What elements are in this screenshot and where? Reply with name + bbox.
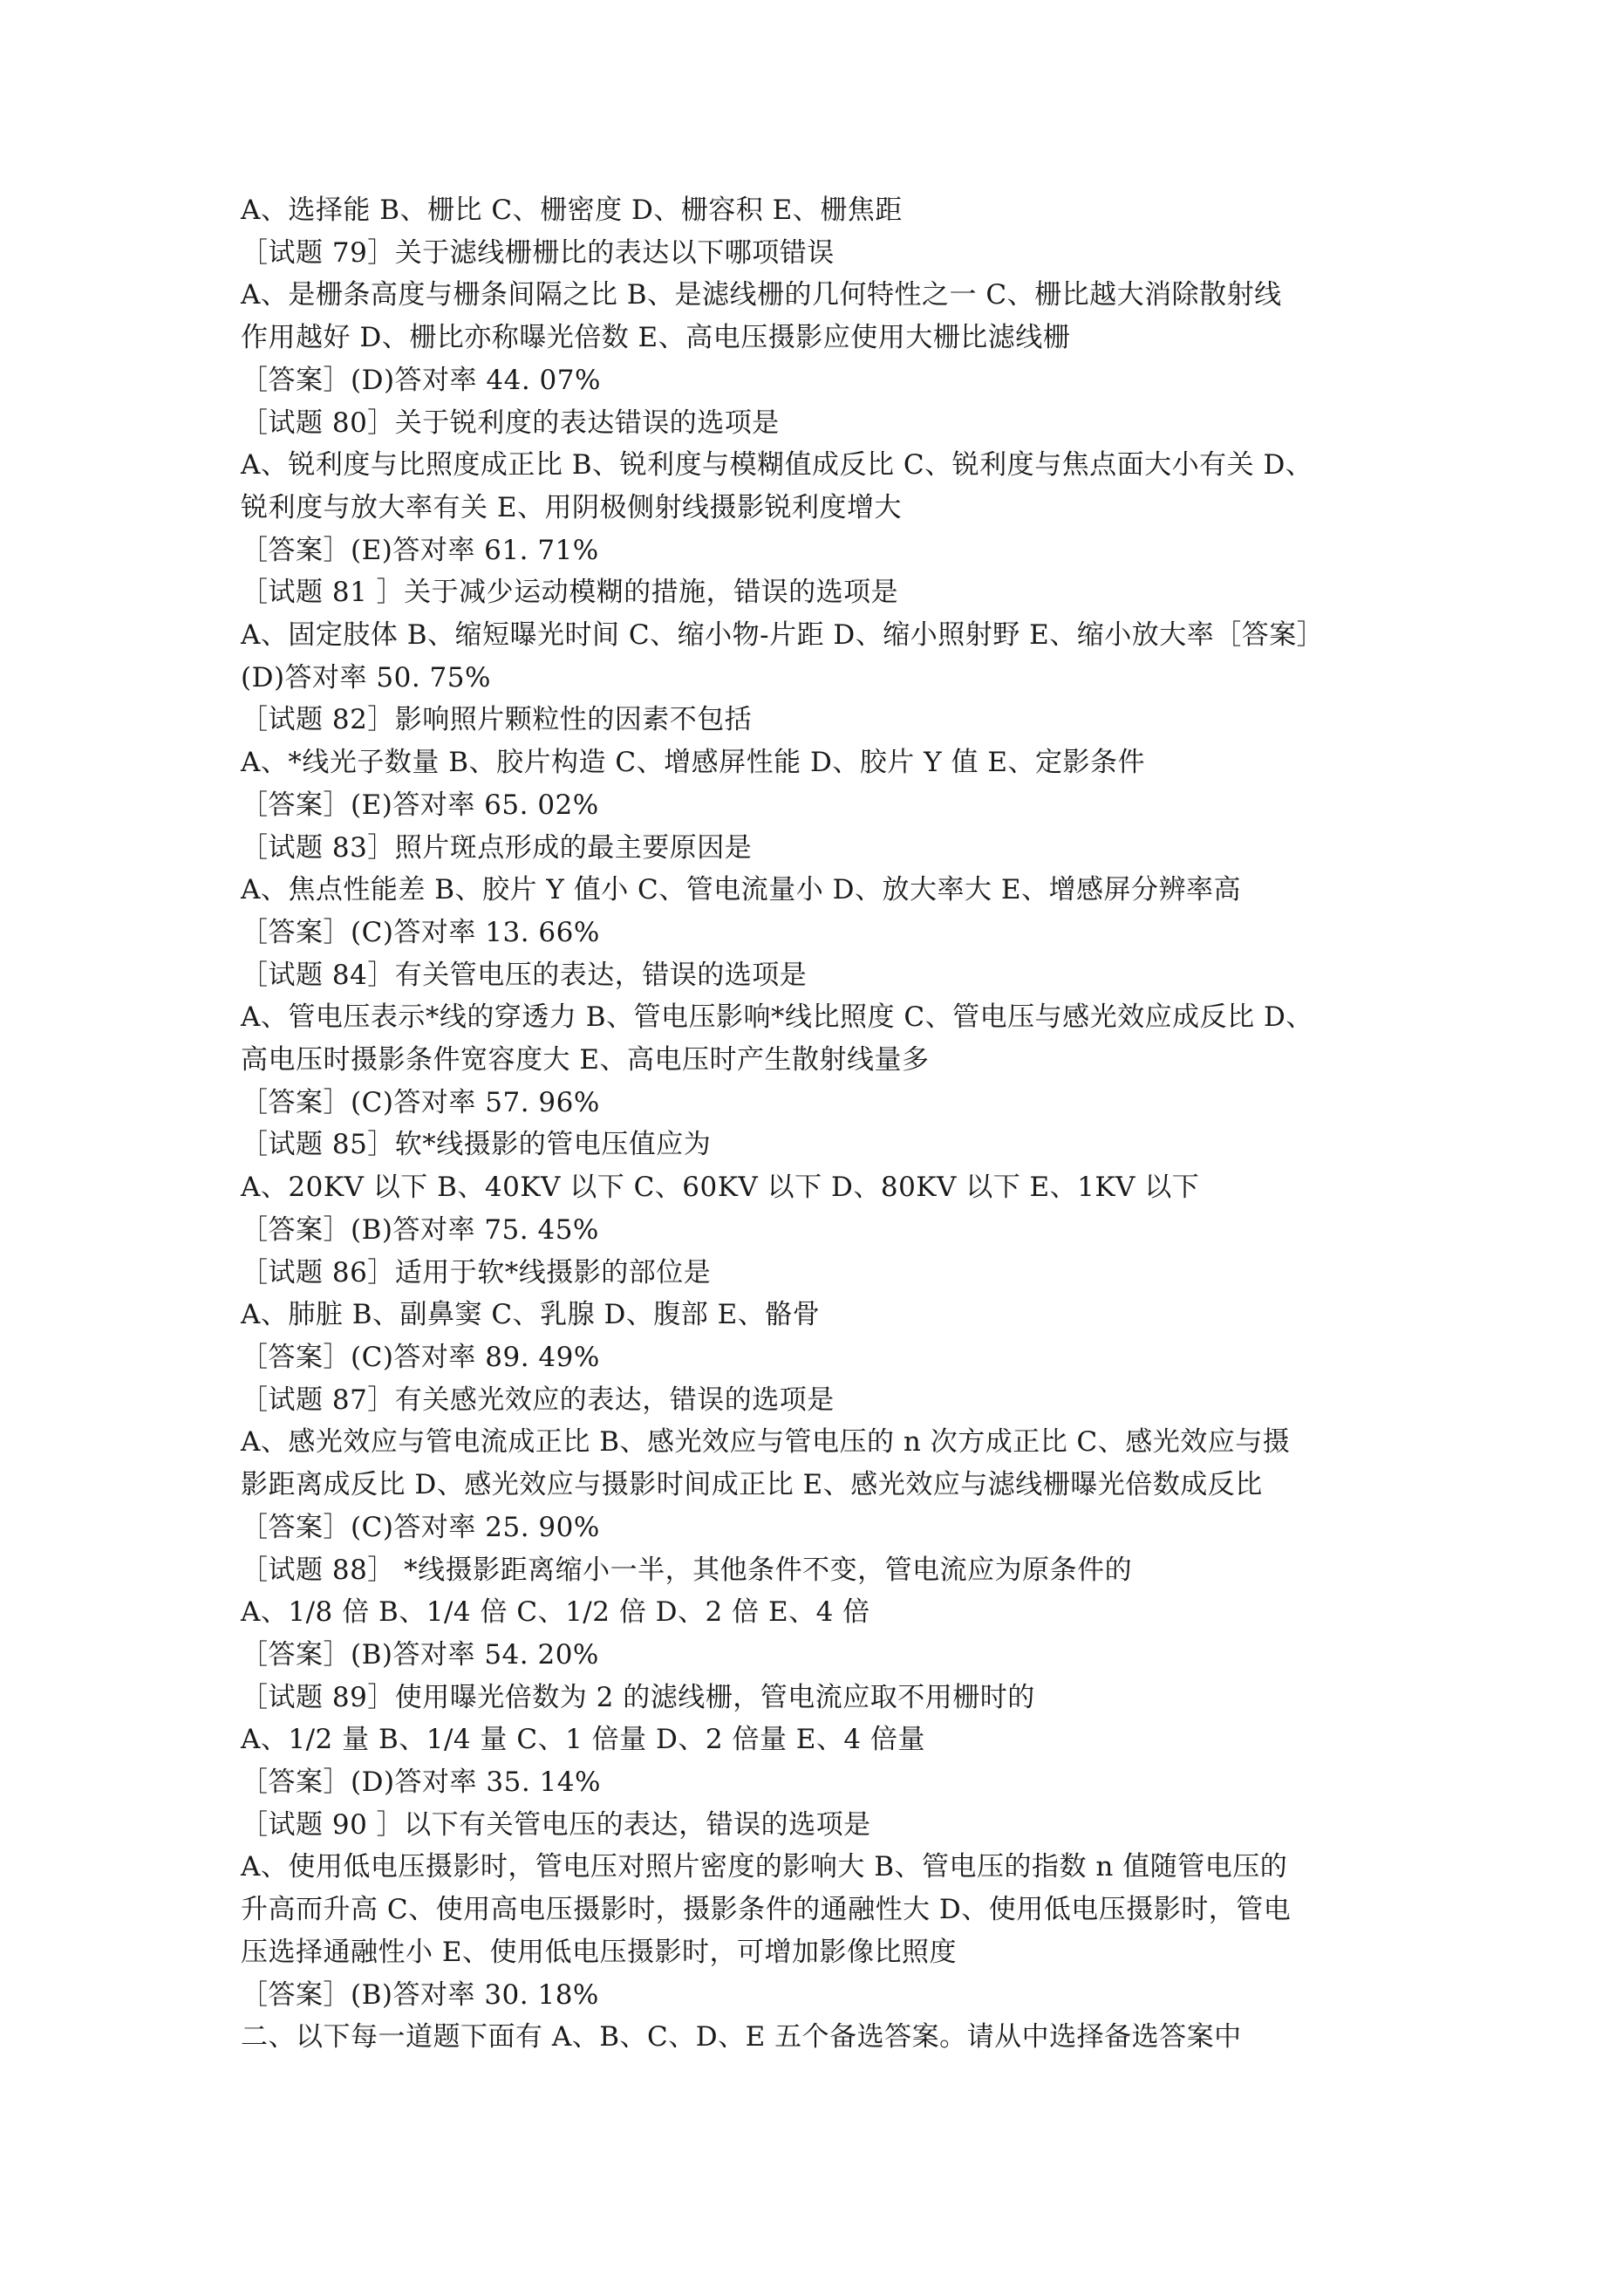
- answer-line: ［答案］(D)答对率 44. 07%: [241, 364, 601, 396]
- question-heading: ［试题 88］ *线摄影距离缩小一半，其他条件不变，管电流应为原条件的: [241, 1554, 1133, 1586]
- question-heading: ［试题 86］适用于软*线摄影的部位是: [241, 1256, 712, 1288]
- option-line: A、使用低电压摄影时，管电压对照片密度的影响大 B、管电压的指数 n 值随管电压的: [241, 1851, 1288, 1883]
- option-line: A、固定肢体 B、缩短曝光时间 C、缩小物-片距 D、缩小照射野 E、缩小放大率［答案］: [241, 619, 1325, 652]
- answer-line: ［答案］(D)答对率 35. 14%: [241, 1766, 601, 1799]
- answer-line: ［答案］(E)答对率 61. 71%: [241, 534, 599, 566]
- question-heading: ［试题 90 ］以下有关管电压的表达，错误的选项是: [241, 1808, 871, 1841]
- answer-line: ［答案］(C)答对率 89. 49%: [241, 1341, 600, 1373]
- option-line: A、管电压表示*线的穿透力 B、管电压影响*线比照度 C、管电压与感光效应成反比 D、: [241, 1001, 1313, 1034]
- option-line: 作用越好 D、栅比亦称曝光倍数 E、高电压摄影应使用大栅比滤线栅: [241, 322, 1071, 354]
- question-heading: ［试题 83］照片斑点形成的最主要原因是: [241, 831, 753, 864]
- option-line: A、20KV 以下 B、40KV 以下 C、60KV 以下 D、80KV 以下 E、1KV 以下: [241, 1172, 1200, 1204]
- answer-line: ［答案］(B)答对率 30. 18%: [241, 1978, 599, 2011]
- option-line: 压选择通融性小 E、使用低电压摄影时，可增加影像比照度: [241, 1936, 957, 1968]
- option-line: 影距离成反比 D、感光效应与摄影时间成正比 E、感光效应与滤线栅曝光倍数成反比: [241, 1469, 1263, 1501]
- option-line: A、焦点性能差 B、胶片 Y 值小 C、管电流量小 D、放大率大 E、增感屏分辨率高: [241, 874, 1241, 906]
- section-instruction: 二、以下每一道题下面有 A、B、C、D、E 五个备选答案。请从中选择备选答案中: [241, 2021, 1242, 2053]
- document-page: [241, 189, 1401, 2059]
- question-heading: ［试题 81 ］关于减少运动模糊的措施，错误的选项是: [241, 577, 899, 609]
- option-line: 锐利度与放大率有关 E、用阴极侧射线摄影锐利度增大: [241, 491, 902, 523]
- question-heading: ［试题 82］影响照片颗粒性的因素不包括: [241, 704, 753, 736]
- answer-line: ［答案］(C)答对率 25. 90%: [241, 1511, 600, 1543]
- question-heading: ［试题 87］有关感光效应的表达，错误的选项是: [241, 1384, 835, 1416]
- option-line: A、*线光子数量 B、胶片构造 C、增感屏性能 D、胶片 Y 值 E、定影条件: [241, 747, 1145, 779]
- option-line: A、锐利度与比照度成正比 B、锐利度与模糊值成反比 C、锐利度与焦点面大小有关 D、: [241, 449, 1313, 482]
- answer-line: ［答案］(C)答对率 57. 96%: [241, 1086, 600, 1118]
- option-line: A、是栅条高度与栅条间隔之比 B、是滤线栅的几何特性之一 C、栅比越大消除散射线: [241, 279, 1282, 311]
- question-heading: ［试题 79］关于滤线栅栅比的表达以下哪项错误: [241, 236, 835, 269]
- option-line: A、1/2 量 B、1/4 量 C、1 倍量 D、2 倍量 E、4 倍量: [241, 1724, 926, 1756]
- answer-line: (D)答对率 50. 75%: [241, 661, 491, 694]
- option-line: A、肺脏 B、副鼻窦 C、乳腺 D、腹部 E、骼骨: [241, 1299, 821, 1331]
- option-line: 升高而升高 C、使用高电压摄影时，摄影条件的通融性大 D、使用低电压摄影时，管电: [241, 1894, 1292, 1926]
- answer-line: ［答案］(B)答对率 54. 20%: [241, 1638, 599, 1671]
- answer-line: ［答案］(B)答对率 75. 45%: [241, 1213, 599, 1246]
- option-line: A、选择能 B、栅比 C、栅密度 D、栅容积 E、栅焦距: [241, 195, 903, 226]
- question-heading: ［试题 89］使用曝光倍数为 2 的滤线栅，管电流应取不用栅时的: [241, 1681, 1035, 1713]
- question-heading: ［试题 80］关于锐利度的表达错误的选项是: [241, 407, 780, 439]
- option-line: 高电压时摄影条件宽容度大 E、高电压时产生散射线量多: [241, 1044, 930, 1076]
- answer-line: ［答案］(E)答对率 65. 02%: [241, 789, 599, 821]
- option-line: A、感光效应与管电流成正比 B、感光效应与管电压的 n 次方成正比 C、感光效应与摄: [241, 1426, 1291, 1459]
- option-line: A、1/8 倍 B、1/4 倍 C、1/2 倍 D、2 倍 E、4 倍: [241, 1596, 870, 1629]
- answer-line: ［答案］(C)答对率 13. 66%: [241, 916, 600, 948]
- question-heading: ［试题 84］有关管电压的表达，错误的选项是: [241, 959, 808, 991]
- question-heading: ［试题 85］软*线摄影的管电压值应为: [241, 1129, 712, 1161]
